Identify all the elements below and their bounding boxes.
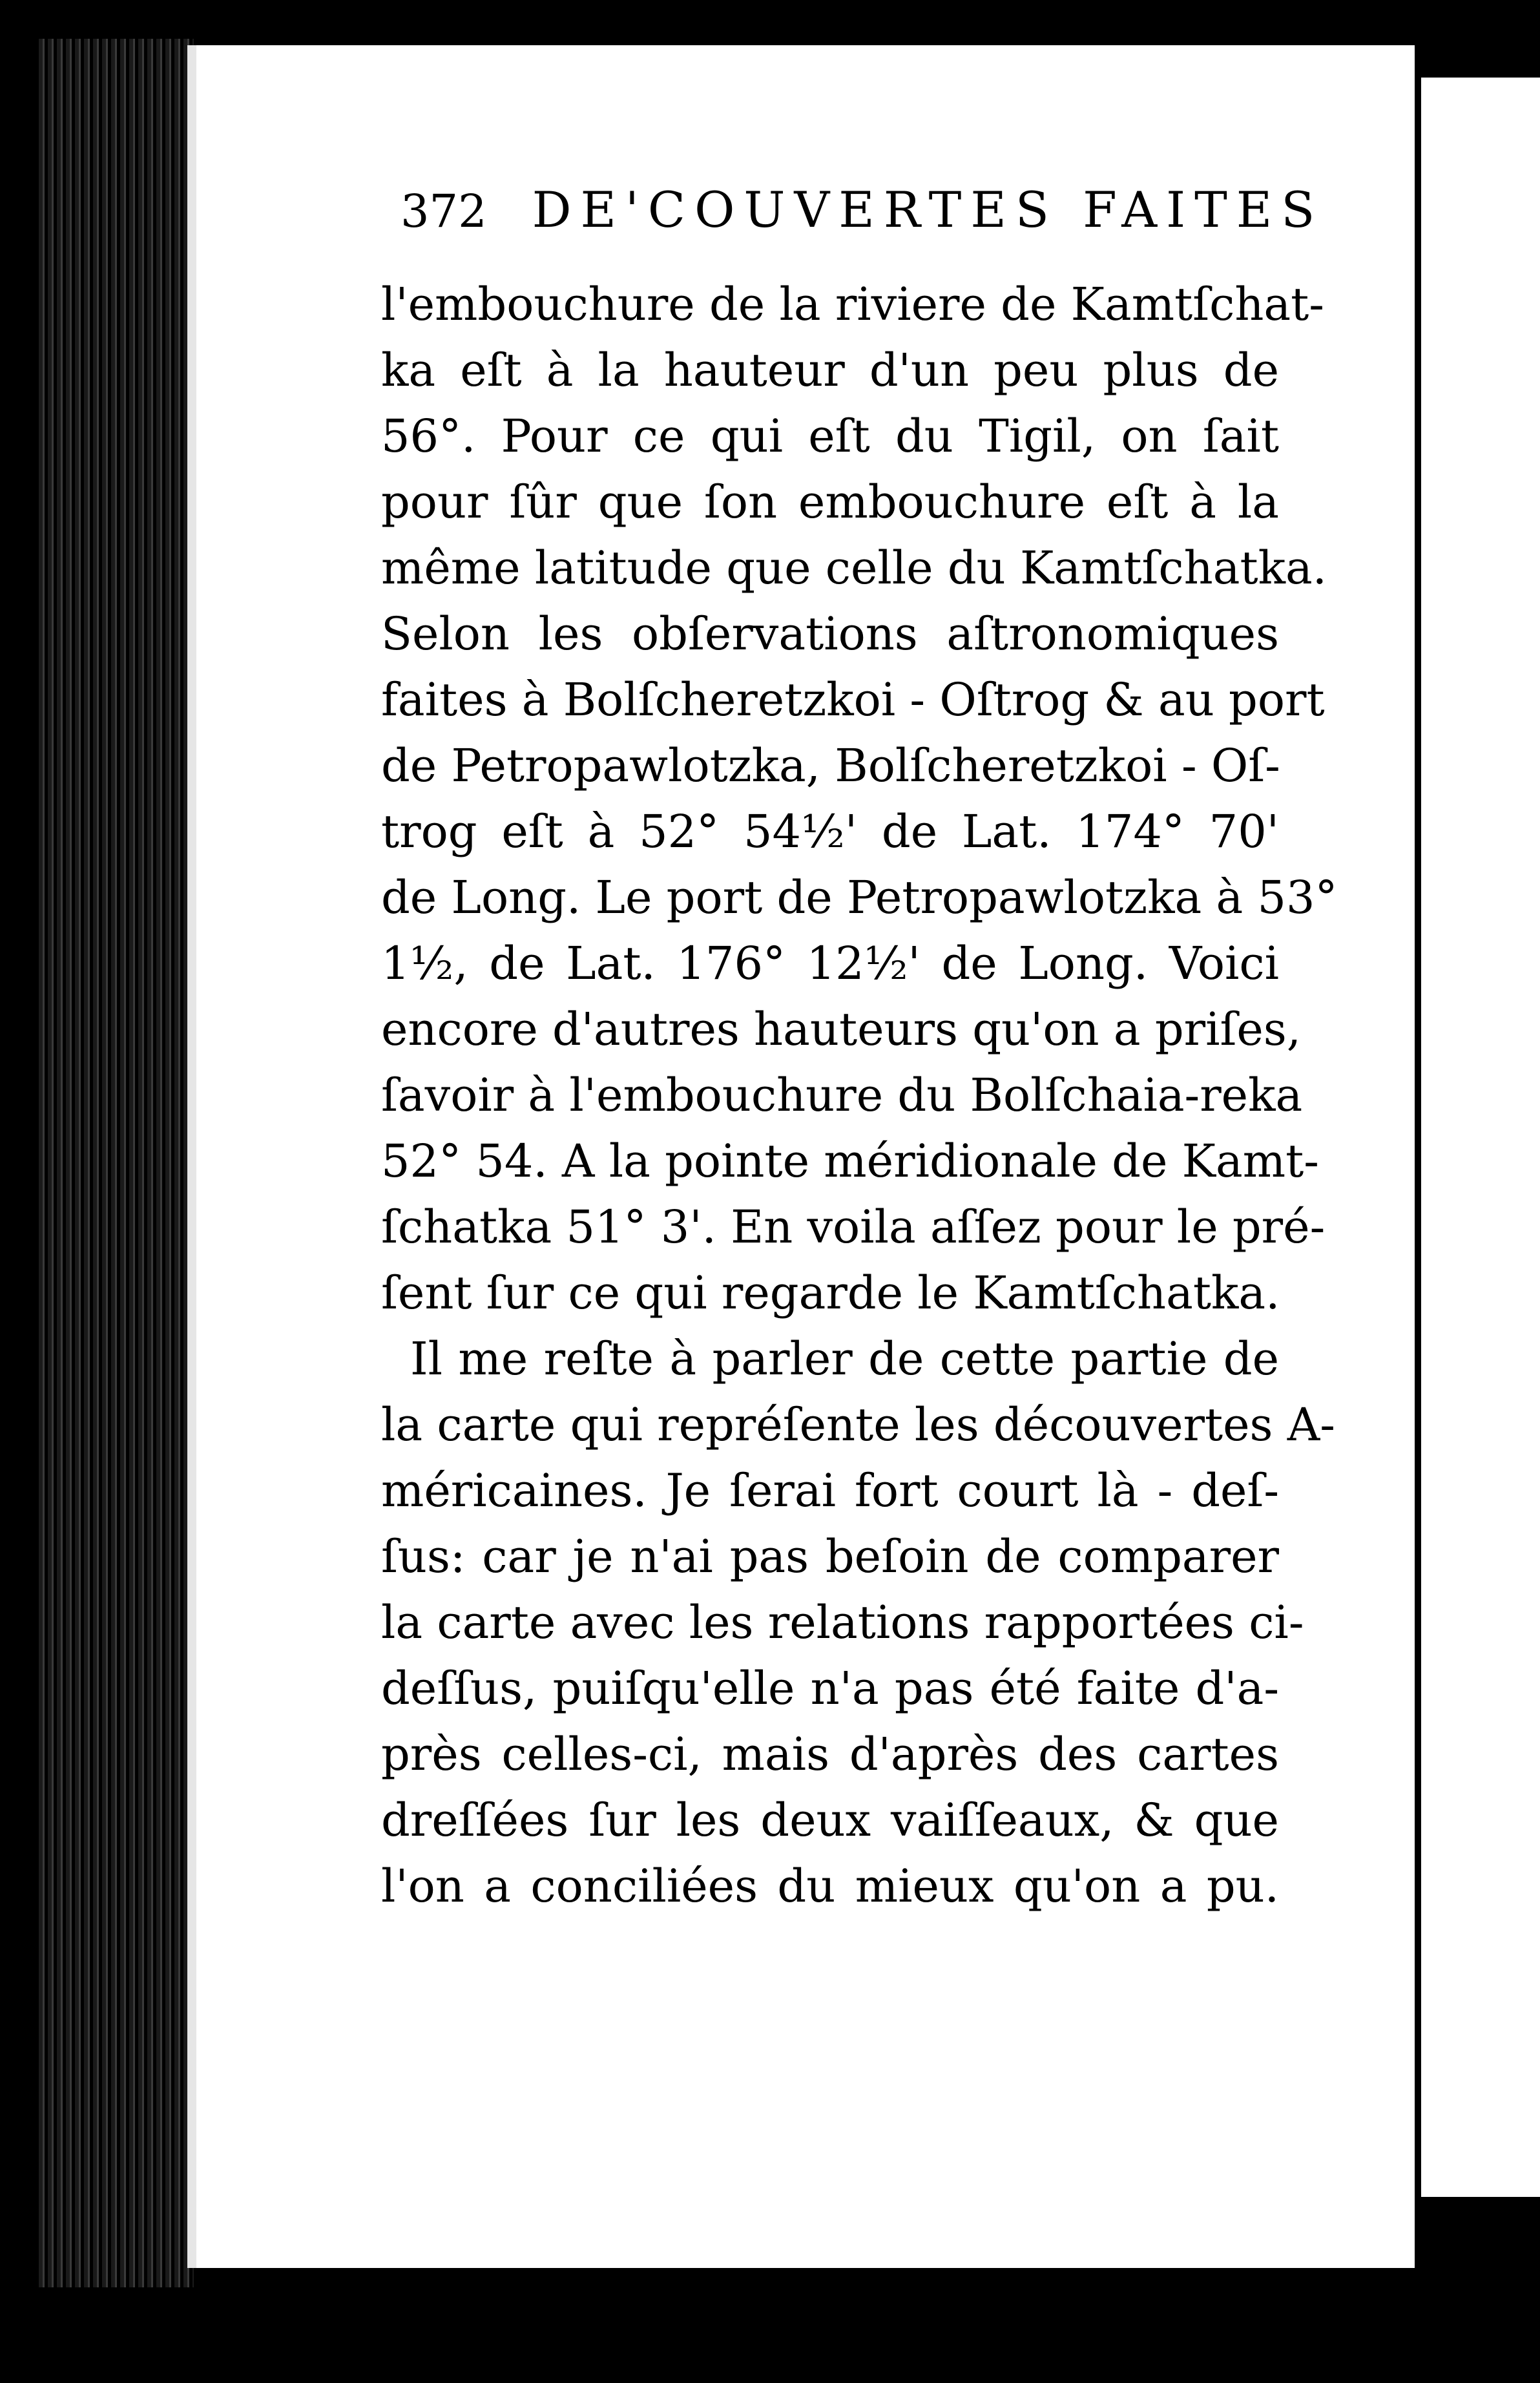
page-header [401, 181, 1324, 238]
text-line: l'on a conciliées du mieux qu'on a pu. [381, 1860, 1279, 1913]
body-text [381, 271, 1338, 1919]
running-title: DE'COUVERTES FAITES [532, 181, 1324, 238]
text-line: la carte qui repréſente les découvertes A- [381, 1398, 1335, 1451]
page-number: 372 [401, 185, 487, 238]
text-line: la carte avec les relations rapportées ci- [381, 1596, 1304, 1649]
text-line: ka eſt à la hauteur d'un peu plus de [381, 344, 1279, 397]
text-line: encore d'autres hauteurs qu'on a priſes, [381, 1003, 1301, 1056]
text-line: méricaines. Je ſerai fort court là - deſ- [381, 1464, 1279, 1517]
text-line: trog eſt à 52° 54½' de Lat. 174° 70' [381, 805, 1279, 858]
text-line: ſus: car je n'ai pas beſoin de comparer [381, 1530, 1279, 1583]
text-line: 1½, de Lat. 176° 12½' de Long. Voici [381, 937, 1279, 990]
text-line: 56°. Pour ce qui eſt du Tigil, on ſait [381, 410, 1279, 463]
text-line: Selon les obſervations aſtronomiques [381, 607, 1279, 660]
text-line: dreſſées ſur les deux vaiſſeaux, & que [381, 1794, 1279, 1847]
book-edge [39, 39, 194, 2287]
text-line: deſſus, puiſqu'elle n'a pas été faite d'a- [381, 1662, 1279, 1715]
text-line: près celles-ci, mais d'après des cartes [381, 1728, 1279, 1781]
text-line: 52° 54. A la pointe méridionale de Kamt- [381, 1135, 1319, 1188]
text-line: ſchatka 51° 3'. En voila aſſez pour le pré- [381, 1201, 1326, 1254]
text-line: l'embouchure de la riviere de Kamtſchat- [381, 278, 1324, 331]
text-line: Il me reſte à parler de cette partie de [410, 1332, 1279, 1385]
text-line: de Petropawlotzka, Bolſcheretzkoi - Oſ- [381, 739, 1280, 792]
facing-page-edge [1421, 78, 1540, 2197]
text-line: ſent ſur ce qui regarde le Kamtſchatka. [381, 1266, 1280, 1319]
text-line: même latitude que celle du Kamtſchatka. [381, 541, 1327, 594]
text-line: pour ſûr que ſon embouchure eſt à la [381, 476, 1279, 529]
text-line: faites à Bolſcheretzkoi - Oſtrog & au port [381, 673, 1325, 726]
text-line: ſavoir à l'embouchure du Bolſchaia-reka [381, 1069, 1303, 1122]
text-line: de Long. Le port de Petropawlotzka à 53° [381, 871, 1338, 924]
